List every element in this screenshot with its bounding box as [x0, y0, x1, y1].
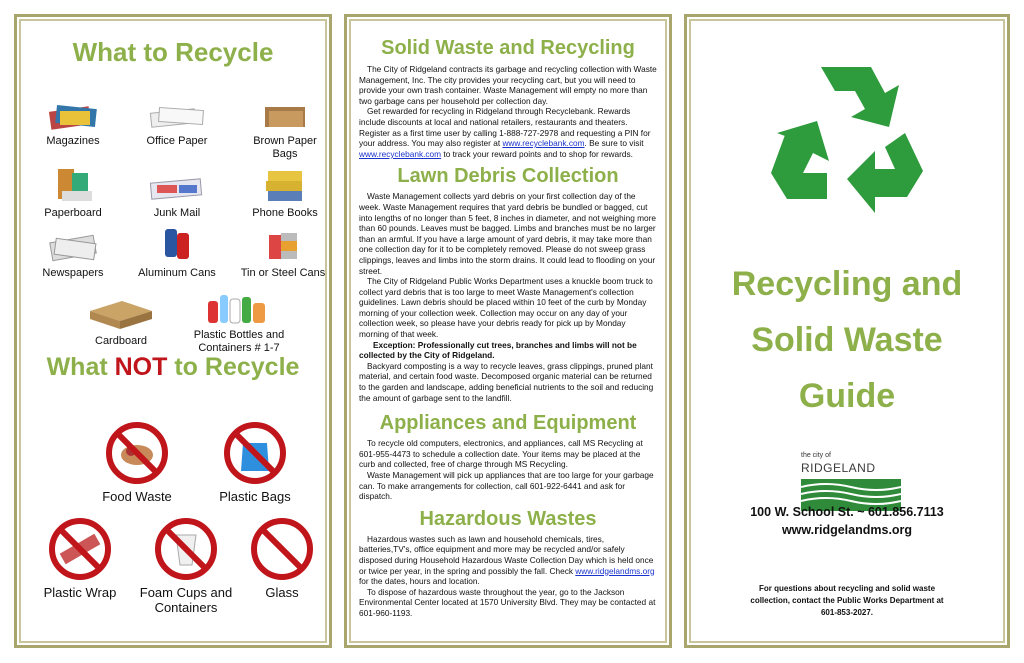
haz-p1-text: Hazardous wastes such as lawn and household chemicals, tires, batteries,TV's, office equipment and more may be recycled and/or safely disposed during Household Hazardous Waste Collection Day which is held once or twice per year, in the spring and possibly the fall. Check: [359, 533, 654, 576]
item-paperboard: [31, 167, 115, 220]
what-to-recycle-title: What to Recycle: [72, 37, 274, 67]
item-label: Cardboard: [95, 335, 147, 347]
no-plastic-wrap-icon: [48, 517, 112, 581]
solid-waste-title: Solid Waste and Recycling: [381, 37, 635, 59]
no-foam-cups-icon: [154, 517, 218, 581]
item-label: Plastic Bottles and Containers # 1-7: [193, 329, 285, 354]
item-office-paper: [135, 103, 219, 148]
magazines-icon: [46, 103, 100, 131]
lawn-p2: The City of Ridgeland Public Works Department uses a knuckle boom truck to collect yard debris that is too large to meet Waste Management's collection guidelines. Lawn debris should be placed within 10 feet of the curb by Monday morning of your collection week. Collection may occur on any day of your collection week, so please have your debris ready for pick up by Monday morning of that week.: [359, 276, 653, 340]
item-label: Newspapers: [42, 267, 104, 279]
address: 100 W. School St. ~ 601.856.7113: [750, 505, 944, 519]
hazardous-p2: To dispose of hazardous waste throughout the year, go to the Jackson Environmental Center located at 1570 University Blvd. They may be contacted at 601-960-1193.: [359, 586, 656, 618]
item-phone-books: [243, 167, 327, 220]
recycle-symbol-icon: [761, 55, 931, 225]
item-newspapers: [31, 233, 115, 280]
item-label: Tin or Steel Cans: [240, 267, 326, 279]
hazardous-p1: [347, 534, 669, 587]
not-item-label: Plastic Bags: [219, 489, 291, 504]
ridgeland-logo: [801, 441, 901, 511]
guide-title-line2: Solid Waste: [751, 321, 943, 359]
paperboard-icon: [48, 167, 98, 203]
item-label: Paperboard: [44, 207, 102, 219]
guide-title-line1: Recycling and: [731, 265, 963, 303]
not-item-label: Food Waste: [102, 489, 172, 504]
lawn-p1: Waste Management collects yard debris on your first collection day of the week. Waste Management requires that yard debris be bundled or bagged, cut into lengths of no longer than 5 feet, 8 inches in diameter, and not weighing more than 60 pounds. Leaves must be bagged. Limbs and branches must be no larger than an armful. If you have a large amount of yard debris, it may take more than one collection day for it to be completely removed. Please do not sweep grass clippings, leaves and limbs into the storm drains. It could lead to flooding on your street.: [359, 191, 657, 276]
what-not-prefix: What: [46, 353, 115, 381]
info-panel: [344, 14, 672, 648]
cover-panel: [684, 14, 1010, 648]
what-to-recycle-panel: [14, 14, 332, 648]
item-magazines: [31, 103, 115, 148]
logo-small-text: the city of: [801, 452, 831, 459]
not-item-plastic-wrap: [25, 517, 135, 600]
item-label: Office Paper: [146, 135, 208, 147]
solid-p2-text: . Be sure to visit: [584, 138, 644, 149]
hazardous-title: Hazardous Wastes: [419, 507, 597, 530]
recyclebank-link-2[interactable]: www.recyclebank.com: [359, 148, 442, 159]
no-glass-icon: [250, 517, 314, 581]
not-item-foam-cups: [131, 517, 241, 615]
contact-block: [687, 503, 1007, 539]
item-label: Magazines: [46, 135, 100, 147]
not-item-food-waste: [77, 421, 197, 504]
no-food-waste-icon: [105, 421, 169, 485]
what-not-suffix: to Recycle: [167, 353, 300, 381]
phone-books-icon: [260, 167, 310, 203]
item-plastic-bottles: [179, 291, 299, 355]
recyclebank-link-1[interactable]: www.recyclebank.com: [502, 138, 585, 149]
appliances-title: Appliances and Equipment: [379, 412, 637, 435]
item-tin-cans: [233, 229, 333, 280]
office-paper-icon: [147, 103, 207, 131]
appliances-p2: Waste Management will pick up appliances that are too large for your garbage can. To make arrangements for collection, call 601-922-6441 and ask for dispatch.: [359, 470, 654, 502]
item-label: Phone Books: [252, 207, 318, 219]
guide-title-line3: Guide: [798, 377, 896, 415]
newspapers-icon: [45, 233, 101, 263]
solid-waste-p1: The City of Ridgeland contracts its garbage and recycling collection with Waste Management, Inc. The city provides your recycling cart, but you will need to provide your own trash container. Waste Management will empty no more than two garbage cans per household per collection day.: [359, 64, 657, 106]
haz-p1-text: for the dates, hours and location.: [359, 576, 480, 587]
plastic-bottles-icon: [204, 291, 274, 325]
tin-cans-icon: [263, 229, 303, 263]
not-item-glass: [237, 517, 327, 600]
not-word: NOT: [114, 353, 168, 381]
not-item-label: Plastic Wrap: [43, 585, 117, 600]
appliances-p1: To recycle old computers, electronics, and appliances, call MS Recycling at 601-955-4473 to schedule a collection date. Your items may be placed at the curb and collected, free of charge through MS Recycling.: [359, 438, 643, 470]
junk-mail-icon: [147, 175, 207, 203]
what-not-title: [17, 353, 329, 382]
lawn-debris-title: Lawn Debris Collection: [397, 165, 619, 188]
item-junk-mail: [135, 175, 219, 220]
solid-p2-text: to track your reward points and to shop for rewards.: [441, 148, 633, 159]
brown-paper-bags-icon: [257, 103, 313, 131]
ridgeland-link[interactable]: www.ridgelandms.org: [575, 565, 655, 576]
lawn-exception: Exception: Professionally cut trees, branches and limbs will not be collected by the City of Ridgeland.: [359, 339, 637, 361]
item-label: Junk Mail: [153, 207, 201, 219]
item-label: Aluminum Cans: [138, 267, 216, 279]
contact-note: For questions about recycling and solid waste collection, contact the Public Works Department at 601-853-2027.: [750, 584, 944, 617]
no-plastic-bags-icon: [223, 421, 287, 485]
item-aluminum-cans: [127, 225, 227, 280]
not-item-plastic-bags: [195, 421, 315, 504]
not-item-label: Glass: [265, 585, 299, 600]
lawn-p3: Backyard composting is a way to recycle leaves, grass clippings, pruned plant material, and certain food waste. Decomposed organic material can be returned to the garden and landscape, adding beneficial nutrients to the soil and reducing the amount of garbage sent to the landfill.: [359, 360, 654, 403]
cardboard-icon: [86, 297, 156, 331]
solid-waste-p2: [347, 106, 669, 159]
solid-p2-text: Get rewarded for recycling in Ridgeland through Recyclebank. Rewards include discounts at local and national retailers, restaurants and theaters. Register as a first time user by calling 1-888-727-2978 and requesting a PIN for your address. You may also register at: [359, 106, 651, 149]
logo-name: RIDGELAND: [801, 461, 876, 475]
aluminum-cans-icon: [157, 225, 197, 263]
website: www.ridgelandms.org: [781, 523, 913, 537]
item-brown-paper-bags: [243, 103, 327, 161]
item-label: Brown Paper Bags: [253, 135, 317, 160]
not-item-label: Foam Cups and Containers: [139, 585, 233, 615]
item-cardboard: [79, 297, 163, 348]
